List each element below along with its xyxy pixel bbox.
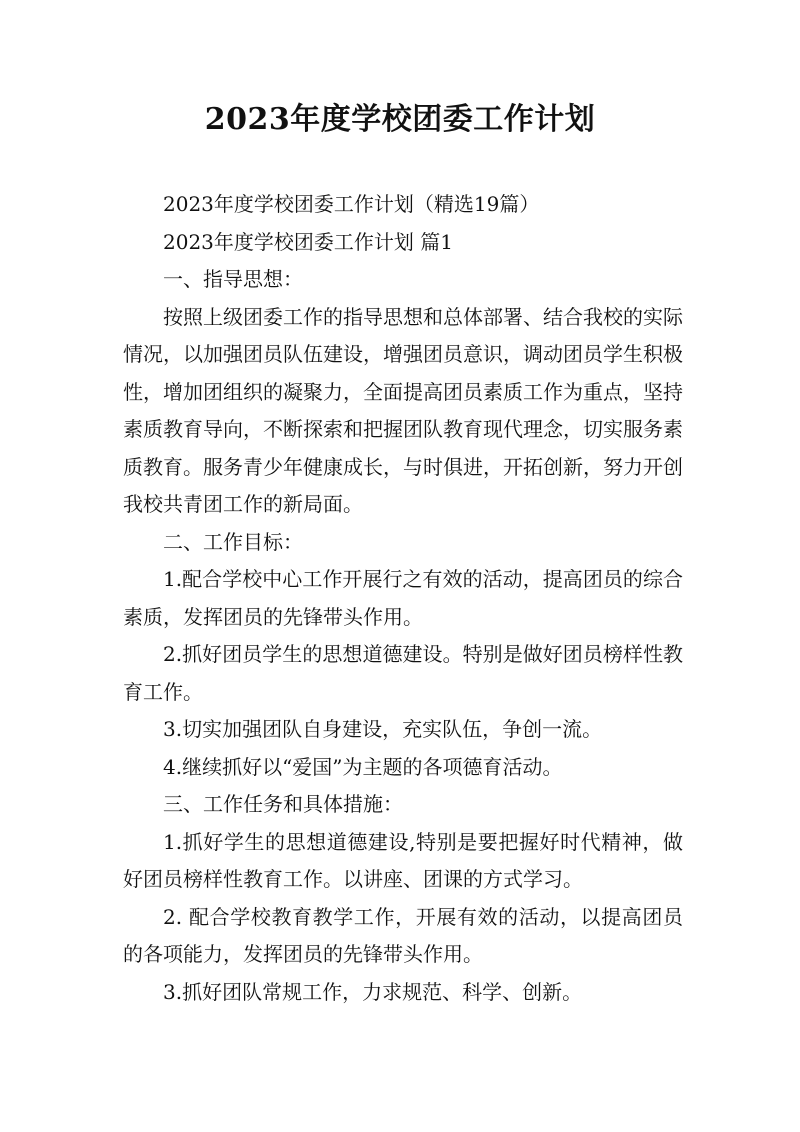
heading-guiding-ideology: 一、指导思想： [163,267,303,291]
paragraph-task-1: 1.抓好学生的思想道德建设,特别是要把握好时代精神，做好团员榜样性教育工作。以讲座、团课的方式学习。 [123,829,683,891]
document-title: 2023年度学校团委工作计划 [204,102,596,137]
paragraph-subtitle: 2023年度学校团委工作计划（精选19篇） [163,192,540,216]
paragraph-goal-2: 2.抓好团员学生的思想道德建设。特别是做好团员榜样性教育工作。 [123,642,683,704]
heading-tasks-measures: 三、工作任务和具体措施： [163,792,403,816]
paragraph-guiding-ideology: 按照上级团委工作的指导思想和总体部署、结合我校的实际情况，以加强团员队伍建设，增强团员意识，调动团员学生积极性，增加团组织的凝聚力，全面提高团员素质工作为重点，坚持素质教育导向，不断探索和把握团队教育现代理念，切实服务素质教育。服务青少年健康成长，与时俱进，开拓创新，努力开创我校共青团工作的新局面。 [123,304,683,516]
paragraph-task-3: 3.抓好团队常规工作，力求规范、科学、创新。 [163,979,583,1004]
paragraph-task-2: 2. 配合学校教育教学工作，开展有效的活动，以提高团员的各项能力，发挥团员的先锋带头作用。 [123,904,683,966]
heading-work-goals: 二、工作目标： [163,529,303,554]
paragraph-goal-3: 3.切实加强团队自身建设，充实队伍，争创一流。 [163,717,603,741]
paragraph-goal-1: 1.配合学校中心工作开展行之有效的活动，提高团员的综合素质，发挥团员的先锋带头作用。 [123,567,683,629]
paragraph-goal-4: 4.继续抓好以“爱国”为主题的各项德育活动。 [163,754,563,779]
document-body [123,186,683,1011]
paragraph-section-heading: 2023年度学校团委工作计划 篇1 [163,229,453,254]
